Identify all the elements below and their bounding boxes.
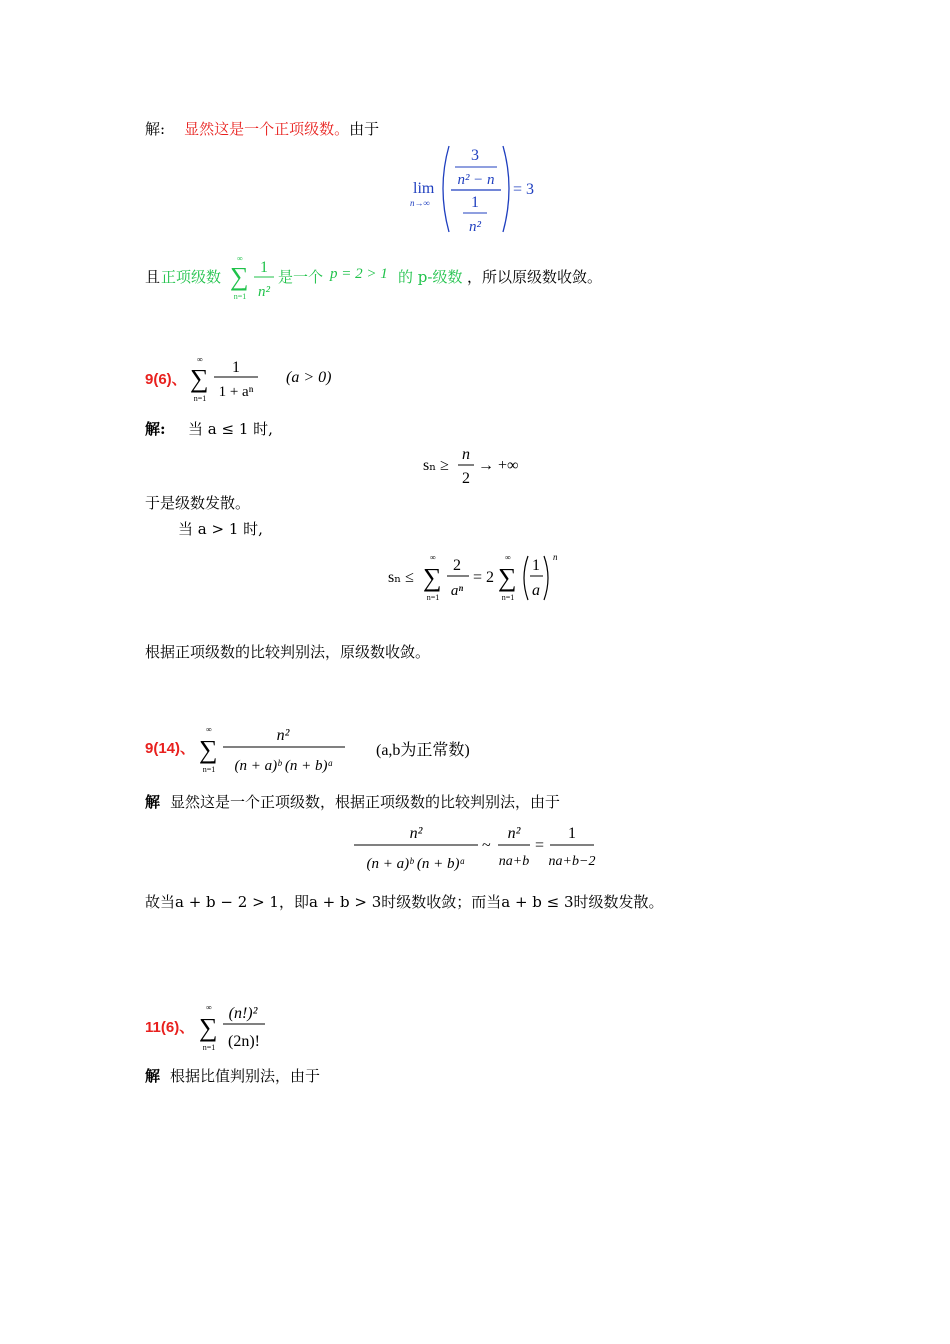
- p914-solution-text: 显然这是一个正项级数，根据正项级数的比较判别法，由于: [170, 793, 561, 811]
- problem-label-11-6: 11(6)、: [145, 1019, 195, 1036]
- p96-f1-den: 2: [462, 470, 470, 487]
- p116-solution-text: 根据比值判别法，由于: [170, 1067, 321, 1085]
- r-num2: n²: [507, 825, 521, 842]
- problem-label-9-6: 9(6)、: [145, 371, 187, 388]
- solution-label: 解:: [145, 120, 166, 138]
- p116-solution-label: 解: [145, 1067, 161, 1085]
- inner-den-num: 1: [471, 194, 479, 211]
- sum-bottom-2: n=1: [501, 593, 515, 602]
- p96-f2-den: aⁿ: [450, 583, 464, 599]
- sum-top: ∞: [206, 725, 212, 734]
- r-den3: na+b−2: [548, 854, 596, 869]
- inner-den-den: n²: [469, 219, 481, 235]
- problem-9-14-formula: [197, 718, 357, 780]
- lim-text: lim: [413, 180, 435, 197]
- sum-top: ∞: [197, 355, 203, 364]
- inner-num: 3: [471, 147, 479, 164]
- right-paren: [503, 146, 509, 232]
- sn-ge: sₙ ≥: [423, 457, 449, 474]
- p96-conclusion: 根据正项级数的比较判别法，原级数收敛。: [145, 643, 431, 661]
- pseries-sum: [228, 252, 276, 304]
- pseries-green-text2: 是一个: [278, 268, 324, 286]
- sum-sigma: ∑: [423, 563, 442, 592]
- p116-num: (n!)²: [228, 1005, 258, 1022]
- sum-top: ∞: [430, 553, 436, 562]
- sum-bottom: n=1: [202, 765, 216, 774]
- p96-condition: (a > 0): [286, 369, 332, 386]
- problem-11-6-formula: [197, 996, 287, 1056]
- r-sim: ~: [482, 837, 491, 854]
- p96-den: 1 + aⁿ: [218, 384, 254, 400]
- p96-arrow: → +∞: [478, 457, 519, 474]
- p96-diverge: 于是级数发散。: [145, 494, 251, 512]
- limit-formula: [405, 140, 555, 240]
- sum-sigma: ∑: [199, 1013, 218, 1042]
- p96-eq2: = 2: [473, 569, 495, 586]
- left-paren: [524, 556, 528, 600]
- sum-sigma: ∑: [230, 262, 249, 291]
- r-num1: n²: [409, 825, 423, 842]
- sum-top-2: ∞: [505, 553, 511, 562]
- p914-num: n²: [276, 727, 290, 744]
- inner-num-den: n² − n: [457, 172, 495, 188]
- sum-top: ∞: [237, 254, 243, 263]
- p914-den: (n + a)ᵇ (n + b)ᵃ: [234, 758, 334, 774]
- problem-label-9-14: 9(14)、: [145, 740, 196, 757]
- r-eq: =: [535, 837, 545, 854]
- pseries-green-text3: 的 p-级数: [398, 268, 463, 286]
- p914-conclusion: 故当a + b − 2 > 1，即a + b > 3时级数收敛；而当a + b ≤ 3时级数发散。: [145, 893, 664, 911]
- sum-bottom: n=1: [233, 292, 247, 301]
- because-text: 由于: [349, 120, 380, 138]
- r-num3: 1: [568, 825, 576, 842]
- right-paren: [544, 556, 548, 600]
- problem-9-6-formula: [188, 352, 348, 406]
- p96-f3-den: a: [532, 582, 540, 599]
- pseries-den: n²: [258, 284, 270, 300]
- p96-f3-num: 1: [532, 557, 540, 574]
- pseries-prefix: 且: [145, 268, 161, 286]
- left-paren: [443, 146, 449, 232]
- p96-case1: 当 a ≤ 1 时,: [188, 420, 273, 438]
- sn-le: sₙ ≤: [388, 569, 414, 586]
- pseries-conclusion: ，所以原级数收敛。: [467, 268, 603, 286]
- pseries-green-text: 正项级数: [161, 268, 222, 286]
- r-den1: (n + a)ᵇ (n + b)ᵃ: [366, 856, 466, 872]
- p914-solution-label: 解: [145, 793, 161, 811]
- lim-subscript: n→∞: [410, 198, 430, 208]
- solution-intro-line: [145, 118, 379, 139]
- positive-series-note: 显然这是一个正项级数。: [184, 120, 350, 138]
- r-den2: na+b: [498, 854, 530, 869]
- sum-top: ∞: [206, 1003, 212, 1012]
- pseries-num: 1: [260, 259, 268, 276]
- sum-bottom: n=1: [193, 394, 207, 403]
- p96-f2-num: 2: [453, 557, 461, 574]
- sum-sigma: ∑: [190, 364, 209, 393]
- sum-bottom: n=1: [426, 593, 440, 602]
- p914-condition: (a,b为正常数): [376, 742, 470, 759]
- p96-f1-num: n: [462, 446, 470, 463]
- sum-bottom: n=1: [202, 1043, 216, 1052]
- limit-equals: = 3: [513, 181, 535, 198]
- p-value-expr: p = 2 > 1: [330, 266, 388, 282]
- p96-exp: n: [553, 552, 558, 562]
- sum-sigma: ∑: [199, 735, 218, 764]
- sum-sigma-2: ∑: [498, 563, 517, 592]
- p116-den: (2n)!: [228, 1033, 260, 1050]
- p914-ratio-formula: [352, 818, 602, 880]
- p96-case1-formula: [420, 440, 540, 490]
- p96-num: 1: [232, 359, 240, 376]
- p96-case2: 当 a > 1 时,: [178, 520, 263, 538]
- p96-solution-label: 解:: [145, 420, 166, 438]
- p96-case2-formula: [385, 548, 565, 608]
